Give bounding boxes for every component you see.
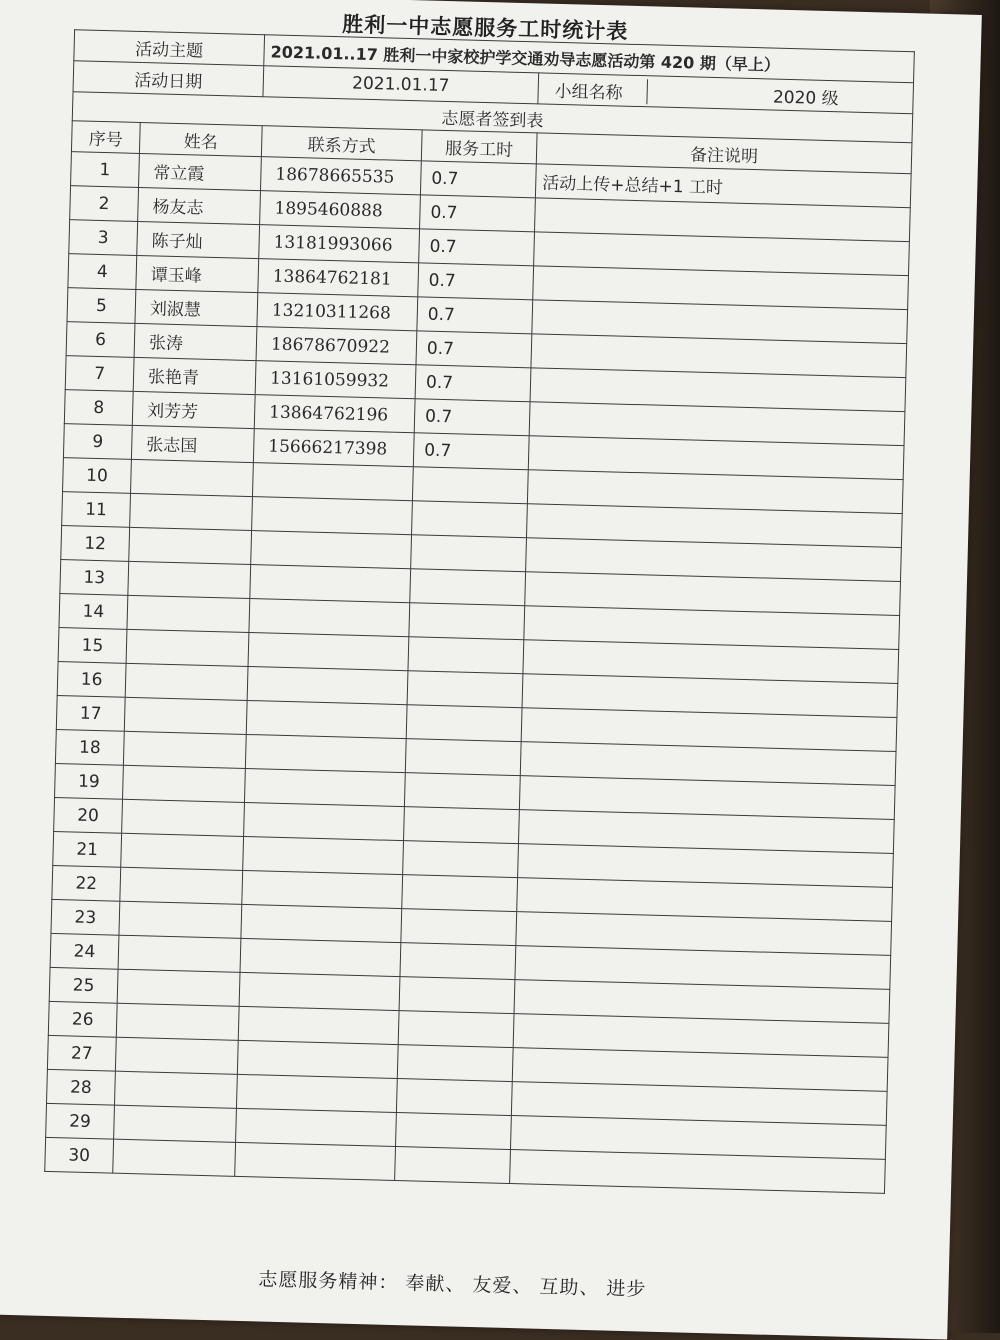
row-hours: 0.7 bbox=[414, 399, 530, 436]
row-name bbox=[126, 629, 249, 666]
row-number: 24 bbox=[50, 933, 119, 969]
row-phone bbox=[238, 1006, 399, 1044]
row-number: 6 bbox=[66, 322, 135, 358]
row-number: 16 bbox=[57, 662, 126, 698]
col-header-hours: 服务工时 bbox=[421, 130, 537, 164]
row-name bbox=[125, 663, 248, 700]
row-phone: 18678665535 bbox=[260, 157, 421, 195]
row-hours bbox=[412, 501, 528, 538]
row-phone: 13181993066 bbox=[259, 225, 420, 263]
row-phone: 1895460888 bbox=[260, 191, 421, 229]
row-phone bbox=[243, 836, 404, 874]
row-hours bbox=[405, 739, 521, 776]
row-name bbox=[114, 1071, 237, 1108]
row-number: 4 bbox=[68, 254, 137, 290]
row-name: 谭玉峰 bbox=[136, 255, 259, 292]
row-name bbox=[115, 1037, 238, 1074]
row-number: 19 bbox=[55, 763, 124, 799]
row-hours bbox=[402, 875, 518, 912]
row-phone bbox=[250, 565, 411, 603]
row-phone bbox=[247, 666, 408, 704]
date-value: 2021.01.17 bbox=[263, 66, 539, 104]
row-number: 14 bbox=[59, 594, 128, 630]
row-number: 5 bbox=[67, 288, 136, 324]
signin-heading: 志愿者签到表 bbox=[72, 92, 912, 143]
row-name bbox=[127, 595, 250, 632]
row-hours: 0.7 bbox=[413, 433, 529, 470]
row-number: 13 bbox=[60, 560, 129, 596]
row-name bbox=[122, 799, 245, 836]
row-name bbox=[123, 765, 246, 802]
col-header-remark: 备注说明 bbox=[536, 133, 912, 174]
row-hours: 0.7 bbox=[416, 331, 532, 368]
row-hours bbox=[404, 773, 520, 810]
row-name: 张艳青 bbox=[133, 357, 256, 394]
row-number: 15 bbox=[58, 628, 127, 664]
footer-motto: 志愿服务精神： 奉献、 友爱、 互助、 进步 bbox=[258, 1268, 647, 1301]
row-number: 3 bbox=[69, 220, 138, 256]
row-number: 11 bbox=[62, 492, 131, 528]
col-header-name: 姓名 bbox=[139, 122, 262, 156]
row-remark: 活动上传+总结+1 工时 bbox=[535, 164, 911, 208]
row-name: 刘淑慧 bbox=[135, 289, 258, 326]
row-name bbox=[117, 969, 240, 1006]
row-name: 张涛 bbox=[134, 323, 257, 360]
page-title: 胜利一中志愿服务工时统计表 bbox=[342, 12, 629, 44]
group-label: 小组名称 bbox=[538, 76, 648, 104]
row-phone: 13864762181 bbox=[258, 259, 419, 297]
row-phone bbox=[249, 599, 410, 637]
row-hours bbox=[397, 1045, 513, 1082]
row-hours bbox=[412, 467, 528, 504]
row-number: 25 bbox=[49, 967, 118, 1003]
row-phone bbox=[248, 633, 409, 671]
row-number: 17 bbox=[56, 696, 125, 732]
row-number: 27 bbox=[47, 1035, 116, 1071]
row-name bbox=[113, 1139, 236, 1176]
row-hours bbox=[399, 977, 515, 1014]
topic-value: 2021.01..17 胜利一中家校护学交通劝导志愿活动第 420 期（早上） bbox=[264, 35, 915, 83]
row-hours bbox=[404, 807, 520, 844]
row-number: 1 bbox=[71, 152, 140, 188]
row-number: 12 bbox=[61, 526, 130, 562]
row-phone bbox=[236, 1108, 397, 1146]
row-number: 30 bbox=[45, 1137, 114, 1173]
row-number: 2 bbox=[70, 186, 139, 222]
row-phone bbox=[239, 972, 400, 1010]
row-name bbox=[116, 1003, 239, 1040]
row-name: 张志国 bbox=[131, 425, 254, 462]
row-hours: 0.7 bbox=[418, 263, 534, 300]
row-hours: 0.7 bbox=[415, 365, 531, 402]
row-hours bbox=[408, 637, 524, 674]
row-hours bbox=[406, 705, 522, 742]
row-number: 29 bbox=[46, 1103, 115, 1139]
row-phone bbox=[235, 1142, 396, 1180]
row-phone bbox=[251, 531, 412, 569]
row-number: 23 bbox=[51, 899, 120, 935]
row-number: 7 bbox=[65, 356, 134, 392]
row-name bbox=[121, 833, 244, 870]
row-phone: 13864762196 bbox=[254, 395, 415, 433]
row-number: 26 bbox=[48, 1001, 117, 1037]
row-name bbox=[128, 561, 251, 598]
row-number: 10 bbox=[63, 458, 132, 494]
row-number: 28 bbox=[47, 1069, 116, 1105]
row-phone bbox=[241, 904, 402, 942]
row-number: 8 bbox=[64, 390, 133, 426]
topic-label: 活动主题 bbox=[74, 30, 265, 66]
row-name bbox=[118, 935, 241, 972]
row-phone bbox=[237, 1040, 398, 1078]
row-name: 刘芳芳 bbox=[132, 391, 255, 428]
row-number: 22 bbox=[52, 865, 121, 901]
row-name bbox=[124, 697, 247, 734]
row-phone bbox=[242, 870, 403, 908]
date-label: 活动日期 bbox=[73, 61, 264, 97]
row-phone bbox=[245, 734, 406, 772]
row-phone: 13161059932 bbox=[255, 361, 416, 399]
group-value: 2020 级 bbox=[772, 87, 839, 109]
row-hours bbox=[407, 671, 523, 708]
row-number: 21 bbox=[53, 831, 122, 867]
row-name: 常立霞 bbox=[139, 153, 262, 190]
row-hours bbox=[396, 1079, 512, 1116]
row-hours: 0.7 bbox=[420, 161, 536, 198]
row-hours bbox=[410, 569, 526, 606]
row-phone bbox=[246, 700, 407, 738]
row-number: 9 bbox=[63, 424, 132, 460]
row-phone: 18678670922 bbox=[256, 327, 417, 365]
row-hours: 0.7 bbox=[417, 297, 533, 334]
timesheet-table bbox=[44, 29, 915, 1194]
row-hours bbox=[403, 841, 519, 878]
row-name bbox=[114, 1105, 237, 1142]
row-number: 20 bbox=[54, 797, 123, 833]
row-phone bbox=[252, 463, 413, 501]
row-name bbox=[123, 731, 246, 768]
row-hours: 0.7 bbox=[420, 195, 536, 232]
row-phone bbox=[244, 802, 405, 840]
row-phone: 13210311268 bbox=[257, 293, 418, 331]
row-phone: 15666217398 bbox=[253, 429, 414, 467]
row-name bbox=[129, 527, 252, 564]
row-phone bbox=[244, 768, 405, 806]
row-phone bbox=[236, 1074, 397, 1112]
row-name bbox=[120, 867, 243, 904]
row-hours bbox=[400, 943, 516, 980]
row-hours bbox=[411, 535, 527, 572]
row-name bbox=[131, 459, 254, 496]
row-name bbox=[119, 901, 242, 938]
row-hours bbox=[401, 909, 517, 946]
row-hours bbox=[398, 1011, 514, 1048]
col-header-no: 序号 bbox=[71, 121, 140, 154]
row-hours bbox=[395, 1147, 511, 1184]
row-hours bbox=[409, 603, 525, 640]
row-name: 陈子灿 bbox=[137, 221, 260, 258]
row-number: 18 bbox=[55, 730, 124, 766]
row-name bbox=[130, 493, 253, 530]
row-name: 杨友志 bbox=[138, 187, 261, 224]
col-header-phone: 联系方式 bbox=[261, 126, 422, 161]
row-phone bbox=[240, 938, 401, 976]
row-hours bbox=[396, 1113, 512, 1150]
row-hours: 0.7 bbox=[419, 229, 535, 266]
row-phone bbox=[252, 497, 413, 535]
